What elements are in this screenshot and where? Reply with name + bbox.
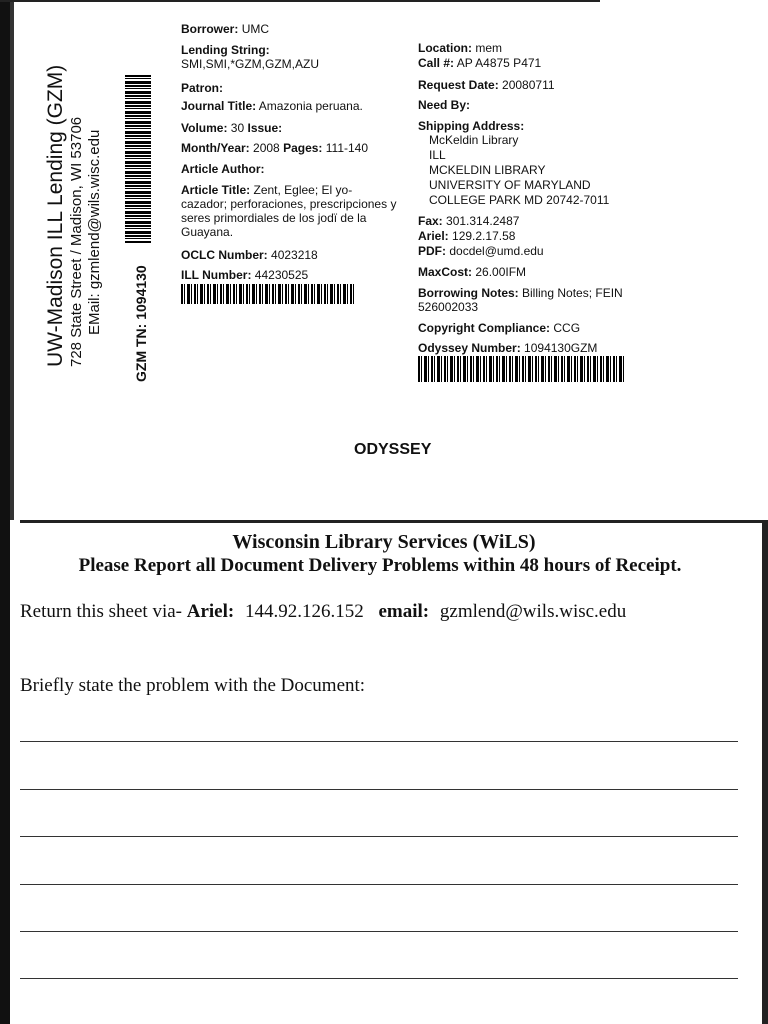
report-heading: Please Report all Document Delivery Problems within 48 hours of Receipt. (78, 555, 682, 576)
fax-row: Fax: 301.314.2487 (418, 214, 520, 228)
borrower-row: Borrower: UMC (181, 22, 270, 36)
shipping-address: McKeldin Library ILL MCKELDIN LIBRARY UNIVERSITY OF MARYLAND COLLEGE PARK MD 20742-7011 (429, 133, 610, 207)
odyssey-row: Odyssey Number: 1094130GZM (418, 341, 598, 355)
problem-prompt: Briefly state the problem with the Document: (20, 675, 366, 696)
pdf-row: PDF: docdel@umd.edu (418, 244, 544, 258)
shipping-label: Shipping Address: (418, 119, 525, 133)
odyssey-barcode (418, 356, 624, 382)
write-line-5[interactable] (20, 931, 738, 932)
author-label: Article Author: (181, 162, 265, 176)
odyssey-heading: ODYSSEY (354, 441, 432, 458)
borrowing-notes: Borrowing Notes: Billing Notes; FEIN 526002033 (418, 286, 623, 314)
article-title: Article Title: Zent, Eglee; El yo- cazador; perforaciones, prescripciones y seres primordiales de los jodï de la Guayana. (181, 183, 397, 239)
request-row: Request Date: 20080711 (418, 78, 555, 92)
volume-row: Volume: 30 Issue: (181, 121, 283, 135)
lender-title: UW-Madison ILL Lending (GZM) (44, 64, 67, 367)
wils-heading: Wisconsin Library Services (WiLS) (232, 531, 536, 553)
patron-label: Patron: (181, 81, 223, 95)
tn-barcode (125, 75, 151, 243)
ill-barcode (181, 284, 355, 304)
lender-email: EMail: gzmlend@wils.wisc.edu (86, 129, 103, 335)
scan-edge-right (762, 520, 768, 1024)
scan-edge-left (0, 0, 10, 1024)
ill-row: ILL Number: 44230525 (181, 268, 309, 282)
call-row: Call #: AP A4875 P471 (418, 56, 542, 70)
write-line-6[interactable] (20, 978, 738, 979)
lender-address: 728 State Street / Madison, WI 53706 (68, 116, 85, 367)
section-divider (20, 520, 768, 523)
write-line-1[interactable] (20, 741, 738, 742)
tn-label: GZM TN: 1094130 (133, 265, 149, 382)
oclc-row: OCLC Number: 4023218 (181, 248, 318, 262)
month-row: Month/Year: 2008 Pages: 111-140 (181, 141, 369, 155)
return-line: Return this sheet via- Ariel: 144.92.126.152 email: gzmlend@wils.wisc.edu (20, 601, 627, 622)
write-line-2[interactable] (20, 789, 738, 790)
copyright-row: Copyright Compliance: CCG (418, 321, 581, 335)
needby-label: Need By: (418, 98, 471, 112)
lending-string: Lending String: SMI,SMI,*GZM,GZM,AZU (181, 43, 319, 71)
top-rule (0, 0, 600, 2)
ariel-row: Ariel: 129.2.17.58 (418, 229, 516, 243)
scan-edge-left-inner (10, 0, 14, 520)
location-row: Location: mem (418, 41, 503, 55)
write-line-4[interactable] (20, 884, 738, 885)
maxcost-row: MaxCost: 26.00IFM (418, 265, 527, 279)
write-line-3[interactable] (20, 836, 738, 837)
journal-row: Journal Title: Amazonia peruana. (181, 99, 363, 113)
